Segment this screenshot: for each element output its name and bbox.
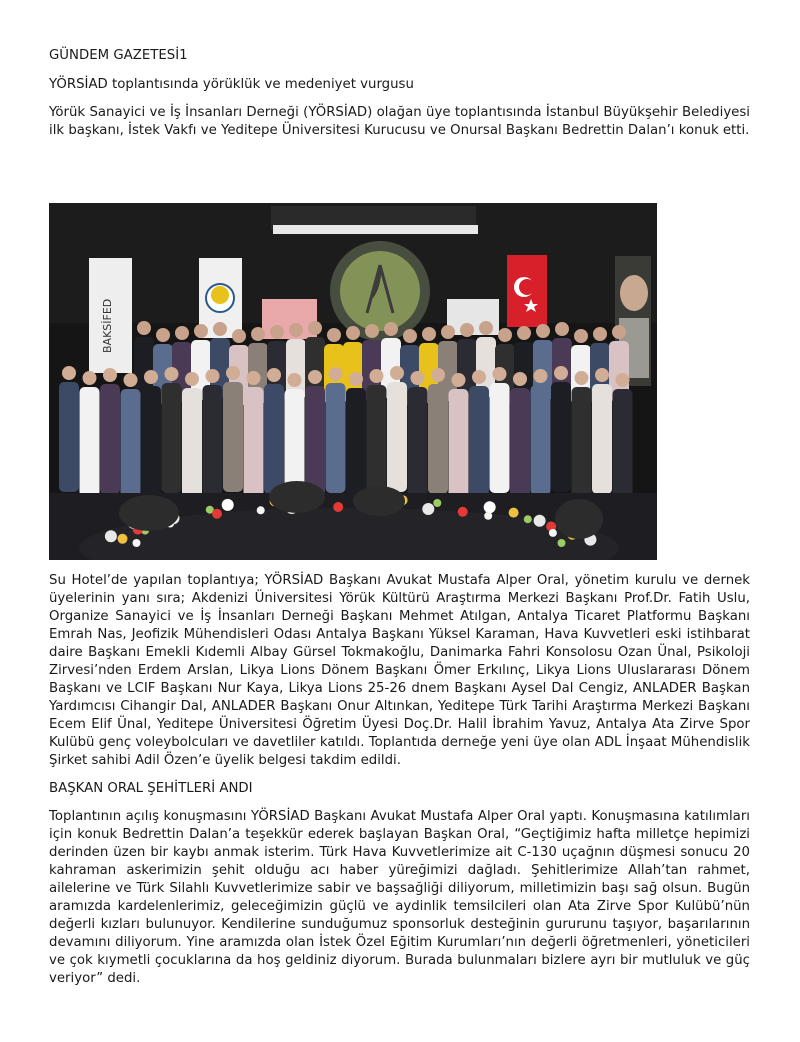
table-item bbox=[558, 539, 566, 547]
table-item bbox=[133, 539, 141, 547]
table-item bbox=[524, 515, 532, 523]
person-head bbox=[194, 324, 208, 338]
person-head bbox=[289, 323, 303, 337]
person-head bbox=[137, 321, 151, 335]
person-head bbox=[493, 367, 507, 381]
turkish-flag bbox=[507, 255, 547, 327]
person-head bbox=[403, 329, 417, 343]
person-head bbox=[62, 366, 76, 380]
person-head bbox=[422, 327, 436, 341]
person-head bbox=[165, 367, 179, 381]
person-head bbox=[103, 368, 117, 382]
banner-baksifed bbox=[89, 258, 132, 373]
person-head bbox=[144, 370, 158, 384]
person-head bbox=[390, 366, 404, 380]
banner-baksifed-text: BAKSİFED bbox=[101, 298, 114, 353]
person-head bbox=[593, 327, 607, 341]
person-head bbox=[460, 323, 474, 337]
person-body bbox=[490, 383, 510, 493]
person-head bbox=[175, 326, 189, 340]
chair bbox=[353, 486, 405, 516]
person-body bbox=[449, 389, 469, 499]
person-head bbox=[308, 321, 322, 335]
person-head bbox=[185, 372, 199, 386]
person-head bbox=[124, 373, 138, 387]
person-head bbox=[472, 370, 486, 384]
person-head bbox=[612, 325, 626, 339]
group-photo-illustration bbox=[49, 203, 657, 560]
chair bbox=[269, 481, 325, 513]
chair bbox=[119, 495, 179, 531]
person-body bbox=[203, 385, 223, 495]
person-head bbox=[384, 322, 398, 336]
person-body bbox=[59, 382, 79, 492]
person-head bbox=[327, 328, 341, 342]
person-body bbox=[223, 382, 243, 492]
person-head bbox=[574, 329, 588, 343]
person-body bbox=[531, 385, 551, 495]
person-head bbox=[536, 324, 550, 338]
person-head bbox=[498, 328, 512, 342]
person-body bbox=[326, 383, 346, 493]
person-body bbox=[469, 386, 489, 496]
person-head bbox=[346, 326, 360, 340]
table-item bbox=[433, 499, 441, 507]
table-item bbox=[484, 501, 496, 513]
person-head bbox=[251, 327, 265, 341]
article-subheading: BAŞKAN ORAL ŞEHİTLERİ ANDI bbox=[49, 781, 253, 796]
table-item bbox=[118, 534, 128, 544]
person-head bbox=[206, 369, 220, 383]
person-body bbox=[367, 385, 387, 495]
article-paragraph-1: Su Hotel’de yapılan toplantıya; YÖRSİAD Başkanı Avukat Mustafa Alper Oral, yönetim kurulu ve dernek üyelerinin yanı sıra; Akdenizi Üniversitesi Yörük Kültürü Araştırma Merkezi Başkanı Prof.Dr. Fatih Uslu, Organize Sanayici ve İş İnsanları Derneği Başkanı Mehmet Atılgan, Antalya Ticaret Platformu Başkanı Emrah Nas, Jeofizik Mühendisleri Odası Antalya Başkanı Yüksel Karaman, Hava Kuvvetleri eski istihbarat daire Başkanı Emekli Kıdemli Albay Gürsel Tokmakoğlu, Danimarka Fahri Konsolosu Ozan Ünal, Psikoloji Zirvesi’nden Erdem Arslan, Likya Lions Dönem Başkanı Ömer Erkılınç, Likya Lions Uluslararası Dönem Başkanı ve LCIF Başkanı Nur Kaya, Likya Lions 25-26 dnem Başkanı Aysel Dal Cengiz, ANLADER Başkan Yardımcısı Cihangir Dal, ANLADER Başkanı Onur Altınkan, Yeditepe Türk Tarihi Araştırma Merkezi Başkanı Ecem Elif Ünal, Yeditepe Üniversitesi Öğretim Üyesi Doç.Dr. Halil İbrahim Yavuz, Antalya Ata Zirve Spor Kulübü genç voleybolcuları ve davetliler katıldı. Toplantıda derneğe yeni üye olan ADL İnşaat Mühendislik Şirket sahibi Adil Özen’e üyelik belgesi takdim edildi. bbox=[49, 573, 750, 768]
person-head bbox=[554, 366, 568, 380]
person-body bbox=[162, 383, 182, 493]
table-item bbox=[484, 512, 492, 520]
person-body bbox=[305, 386, 325, 496]
person-body bbox=[613, 389, 633, 499]
table-item bbox=[458, 507, 468, 517]
person-head bbox=[226, 366, 240, 380]
table-item bbox=[222, 499, 234, 511]
person-head bbox=[616, 373, 630, 387]
person-head bbox=[270, 325, 284, 339]
article-headline: YÖRSİAD toplantısında yörüklük ve medeniyet vurgusu bbox=[49, 77, 414, 92]
person-body bbox=[408, 387, 428, 497]
table-item bbox=[257, 506, 265, 514]
person-head bbox=[534, 369, 548, 383]
person-head bbox=[308, 370, 322, 384]
person-head bbox=[232, 329, 246, 343]
person-head bbox=[247, 371, 261, 385]
person-head bbox=[479, 321, 493, 335]
person-body bbox=[572, 387, 592, 497]
table-item bbox=[422, 503, 434, 515]
chair bbox=[555, 499, 603, 539]
person-head bbox=[411, 371, 425, 385]
person-head bbox=[452, 373, 466, 387]
article-photo bbox=[49, 203, 657, 560]
person-head bbox=[267, 368, 281, 382]
person-head bbox=[349, 372, 363, 386]
person-body bbox=[264, 384, 284, 494]
newspaper-source: GÜNDEM GAZETESİ1 bbox=[49, 48, 188, 63]
person-head bbox=[513, 372, 527, 386]
person-head bbox=[575, 371, 589, 385]
person-head bbox=[288, 373, 302, 387]
person-head bbox=[329, 367, 343, 381]
person-head bbox=[441, 325, 455, 339]
person-head bbox=[83, 371, 97, 385]
person-body bbox=[182, 388, 202, 498]
person-body bbox=[428, 384, 448, 494]
table-item bbox=[212, 509, 222, 519]
table-item bbox=[105, 530, 117, 542]
table-item bbox=[534, 515, 546, 527]
person-body bbox=[244, 387, 264, 497]
person-body bbox=[121, 389, 141, 499]
person-body bbox=[346, 388, 366, 498]
table-item bbox=[549, 529, 557, 537]
person-body bbox=[387, 382, 407, 492]
article-lead: Yörük Sanayici ve İş İnsanları Derneği (YÖRSİAD) olağan üye toplantısında İstanbul Büyükşehir Belediyesi ilk başkanı, İstek Vakfı ve Yeditepe Üniversitesi Kurucusu ve Onursal Başkanı Bedrettin Dalan’ı konuk etti. bbox=[49, 105, 750, 138]
article-paragraph-2: Toplantının açılış konuşmasını YÖRSİAD Başkanı Avukat Mustafa Alper Oral yaptı. Konuşmasına katılımları için konuk Bedrettin Dalan’a teşekkür ederek başlayan Başkan Oral, “Geçtiğimiz hafta milletçe hepimizi derinden üzen bir kaybı anmak isterim. Türk Hava Kuvvetlerimize ait C-130 uçağnın düşmesi sonucu 20 kahraman askerimizin şehit olduğu acı haber yüreğimizi dağladı. Şehitlerimize Allah’tan rahmet, ailelerine ve Türk Silahlı Kuvvetlerimize sabir ve başsağliği diliyorum, milletimizin başı sağ olsun. Bugün aramızda kardelenlerimiz, geleceğimizin güçlü ve aydinlik temsilcileri olan Ata Zirve Spor Kulübü’nün değerli kızları bulunuyor. Kendilerine sunduğumuz sponsorluk desteğinin gururunu taşıyor, başarılarının devamını diliyorum. Yine aramızda olan İstek Özel Eğitim Kurumları’nın değerli öğretmenleri, yöneticileri ve çok kıymetli çocuklarına da hoş geldiniz diyorum. Burada bulunmaları bizlere ayrı bir mutluluk ve güç veriyor” dedi. bbox=[49, 809, 750, 986]
person-head bbox=[431, 368, 445, 382]
person-body bbox=[592, 384, 612, 494]
person-head bbox=[213, 322, 227, 336]
person-head bbox=[555, 322, 569, 336]
wall-logo bbox=[330, 241, 430, 341]
table-item bbox=[333, 502, 343, 512]
person-body bbox=[100, 384, 120, 494]
person-body bbox=[551, 382, 571, 492]
person-body bbox=[510, 388, 530, 498]
person-head bbox=[595, 368, 609, 382]
person-head bbox=[365, 324, 379, 338]
person-body bbox=[80, 387, 100, 497]
person-head bbox=[517, 326, 531, 340]
person-head bbox=[156, 328, 170, 342]
person-head bbox=[370, 369, 384, 383]
person-body bbox=[141, 386, 161, 496]
projector-screen-bottom bbox=[273, 225, 478, 234]
table-item bbox=[509, 508, 519, 518]
